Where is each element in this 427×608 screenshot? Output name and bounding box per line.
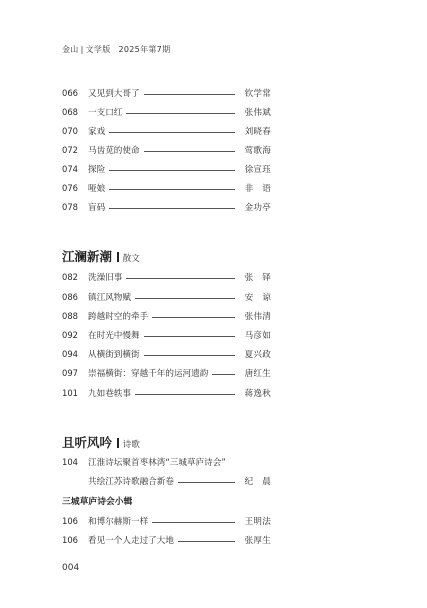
page-ref: 082: [62, 272, 78, 282]
page-ref: 104: [62, 457, 78, 467]
leader-line: [135, 394, 235, 395]
leader-line: [126, 278, 235, 279]
leader-line: [212, 374, 235, 375]
entry-title: 马齿苋的使命: [88, 146, 140, 156]
subsection-heading: 三城草庐诗会小辑: [62, 497, 133, 507]
page-number: 004: [62, 563, 80, 573]
toc-entry[interactable]: [62, 347, 271, 361]
section-title: 且听风吟: [62, 435, 113, 450]
entry-author: 金功亭: [244, 203, 271, 213]
magazine-name: 金山: [62, 45, 79, 54]
entry-author: 张伟清: [244, 312, 271, 322]
toc-entry[interactable]: [62, 533, 271, 547]
heading-divider: [117, 252, 119, 262]
section-heading: [62, 247, 140, 265]
issue-label: 2025年第7期: [118, 45, 171, 54]
toc-entry[interactable]: [62, 200, 271, 214]
header-separator: |: [80, 45, 84, 54]
entry-title: 盲码: [88, 203, 106, 213]
page-ref: 078: [62, 202, 78, 212]
section-genre: 散文: [122, 254, 140, 264]
entry-author: 马彦如: [244, 331, 271, 341]
page-ref: 070: [62, 126, 78, 136]
page-ref: 086: [62, 292, 78, 302]
leader-line: [152, 317, 235, 318]
page-ref: 068: [62, 107, 78, 117]
entry-title: 九如巷轶事: [88, 389, 131, 399]
entry-author: 徐宣珏: [244, 165, 271, 175]
toc-entry[interactable]: [62, 290, 271, 304]
leader-line: [109, 132, 235, 133]
page-ref: 066: [62, 88, 78, 98]
entry-title: 江淮诗坛聚首枣林湾“三城草庐诗会”: [88, 458, 226, 468]
entry-author: 钦学常: [244, 89, 271, 99]
entry-title: 一支口红: [88, 108, 123, 118]
entry-title: 哑娘: [88, 184, 106, 194]
page-ref: 072: [62, 145, 78, 155]
entry-title: 崇福横街：穿越千年的运河遗韵: [88, 369, 209, 379]
entry-author: 刘晓春: [244, 127, 271, 137]
page-ref: 101: [62, 388, 78, 398]
leader-line: [144, 94, 235, 95]
page-ref: 088: [62, 311, 78, 321]
section-title: 江澜新潮: [62, 249, 113, 264]
section-genre: 诗歌: [122, 440, 140, 450]
entry-author: 王明法: [244, 517, 271, 527]
entry-author: 张 铎: [244, 273, 271, 283]
leader-line: [109, 170, 235, 171]
page-ref: 106: [62, 516, 78, 526]
toc-entry[interactable]: [62, 366, 271, 380]
page-ref: 094: [62, 349, 78, 359]
running-header: [62, 44, 170, 55]
section-heading: [62, 433, 140, 451]
edition-name: 文学版: [85, 45, 111, 54]
leader-line: [144, 151, 235, 152]
toc-entry[interactable]: [62, 162, 271, 176]
leader-line: [109, 189, 235, 190]
entry-title: 镇江风物赋: [88, 293, 131, 303]
entry-title: 共绘江苏诗歌融合新卷: [88, 477, 174, 487]
entry-author: 唐红生: [244, 369, 271, 379]
leader-line: [144, 336, 235, 337]
page-ref: 097: [62, 368, 78, 378]
entry-author: 张伟斌: [244, 108, 271, 118]
entry-author: 纪 晨: [244, 477, 271, 487]
entry-title: 在时光中慢舞: [88, 331, 140, 341]
toc-entry[interactable]: [62, 309, 271, 323]
leader-line: [109, 208, 235, 209]
toc-entry[interactable]: [62, 124, 271, 138]
page-ref: 106: [62, 535, 78, 545]
entry-author: 莺歌海: [244, 146, 271, 156]
toc-entry-continuation[interactable]: [62, 474, 271, 488]
leader-line: [152, 522, 235, 523]
leader-line: [178, 482, 235, 483]
entry-title: 跨越时空的牵手: [88, 312, 149, 322]
entry-title: 看见一个人走过了大地: [88, 536, 174, 546]
toc-entry[interactable]: [62, 514, 271, 528]
page-ref: 076: [62, 183, 78, 193]
leader-line: [135, 298, 235, 299]
toc-entry[interactable]: [62, 143, 271, 157]
entry-author: 夏兴政: [244, 350, 271, 360]
entry-author: 张厚生: [244, 536, 271, 546]
entry-author: 非 语: [244, 184, 271, 194]
leader-line: [144, 355, 235, 356]
leader-line: [126, 113, 235, 114]
page-ref: 074: [62, 164, 78, 174]
entry-title: 探险: [88, 165, 106, 175]
entry-author: 蒋逸秋: [244, 389, 271, 399]
entry-title: 从横街到横街: [88, 350, 140, 360]
page-ref: 092: [62, 330, 78, 340]
toc-entry[interactable]: [62, 386, 271, 400]
toc-entry[interactable]: [62, 328, 271, 342]
entry-title: 又见到大哥了: [88, 89, 140, 99]
leader-line: [178, 541, 235, 542]
heading-divider: [117, 438, 119, 448]
entry-author: 安 谅: [244, 293, 271, 303]
entry-title: 和博尔赫斯一样: [88, 517, 149, 527]
entry-title: 洗澡旧事: [88, 273, 123, 283]
toc-entry[interactable]: [62, 105, 271, 119]
toc-entry[interactable]: [62, 181, 271, 195]
toc-entry[interactable]: [62, 270, 271, 284]
toc-entry[interactable]: [62, 455, 271, 469]
toc-entry[interactable]: [62, 86, 271, 100]
entry-title: 家戏: [88, 127, 106, 137]
